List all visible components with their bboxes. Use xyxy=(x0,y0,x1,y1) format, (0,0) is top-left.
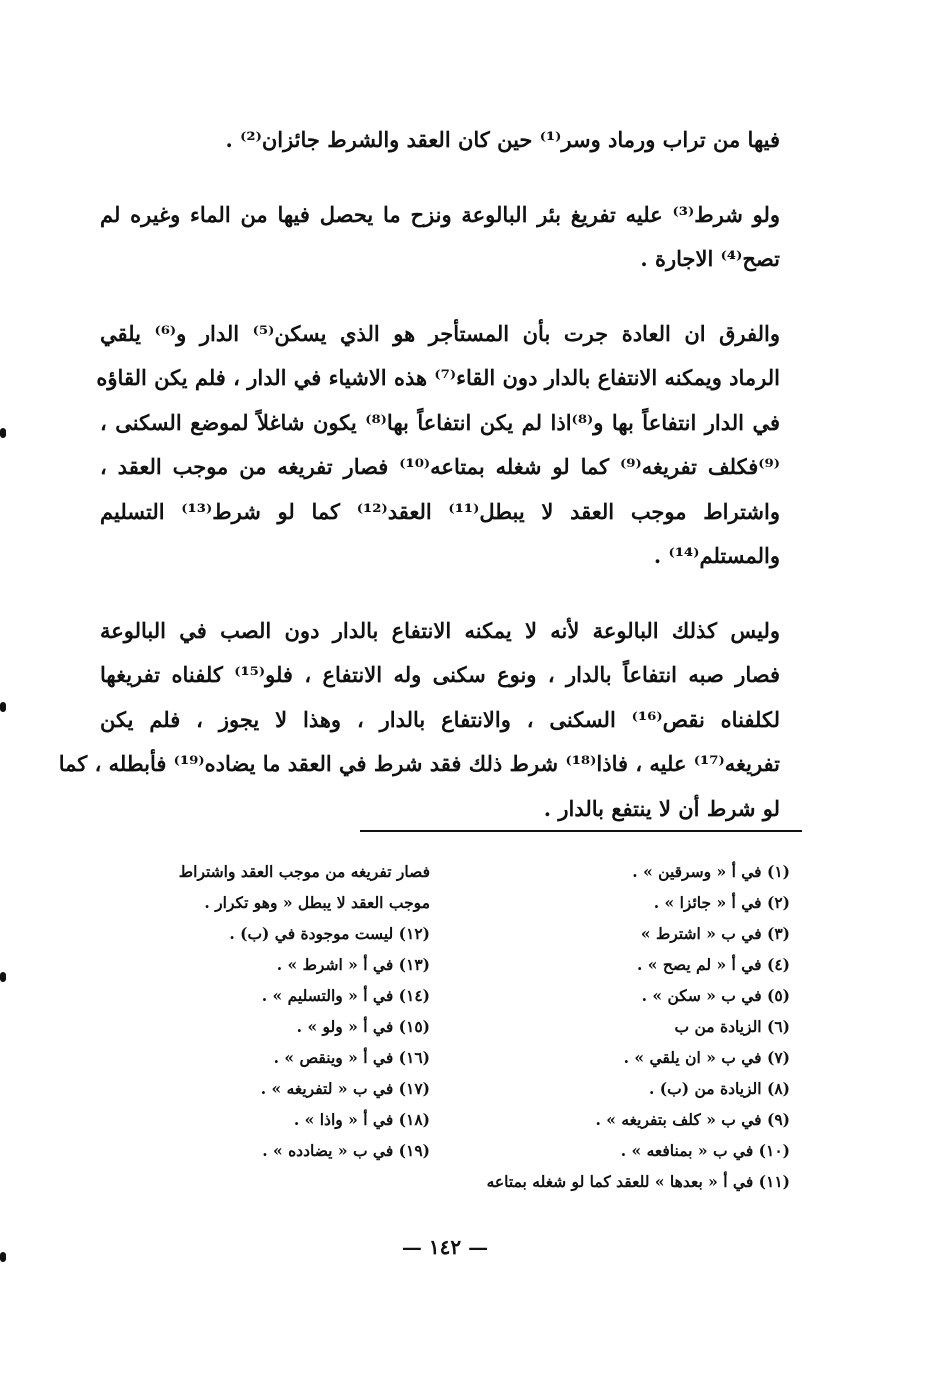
text-line: والفرق ان العادة جرت بأن المستأجر هو الذي يسكن⁽⁵⁾ الدار و⁽⁶⁾ يلقي xyxy=(100,320,781,346)
footnote-divider xyxy=(360,830,802,832)
text-line: فيها من تراب ورماد وسر⁽¹⁾ حين كان العقد والشرط جائزان⁽²⁾ . xyxy=(225,127,780,152)
text-line: ولو شرط⁽³⁾ عليه تفريغ بئر البالوعة ونزح ما يحصل فيها من الماء وغيره لم xyxy=(100,201,780,227)
paragraph-1 xyxy=(100,118,780,163)
footnote: (١٣) في أ « اشرط » . xyxy=(276,955,430,974)
footnote: (٧) في ب « ان يلقي » . xyxy=(623,1048,790,1067)
footnote: (١٨) في أ « واذا » . xyxy=(293,1110,430,1129)
text-line: واشتراط موجب العقد لا يبطل⁽¹¹⁾ العقد⁽¹²⁾ كما لو شرط⁽¹³⁾ التسليم xyxy=(100,498,780,524)
footnote: (١١) في أ « بعدها » للعقد كما لو شغله بمتاعه xyxy=(486,1172,790,1191)
footnote: (١٧) في ب « لتفريغه » . xyxy=(260,1079,430,1098)
text-line: تفريغه⁽¹⁷⁾ عليه ، فاذا⁽¹⁸⁾ شرط ذلك فقد شرط في العقد ما يضاده⁽¹⁹⁾ فأبطله ، كما xyxy=(58,751,780,776)
footnote: (١٢) ليست موجودة في (ب) . xyxy=(229,924,430,943)
text-line: الرماد ويمكنه الانتفاع بالدار دون القاء⁽⁷⁾ هذه الاشياء في الدار ، فلم يكن القاؤه xyxy=(96,365,780,390)
scan-speck xyxy=(0,972,6,982)
main-text xyxy=(58,118,781,861)
footnote: (٥) في ب « سكن » . xyxy=(641,986,790,1005)
footnote: (١٦) في أ « وينقص » . xyxy=(273,1048,430,1067)
text-line: في الدار انتفاعاً بها و⁽⁸⁾اذا لم يكن انتفاعاً بها⁽⁸⁾ يكون شاغلاً لموضع السكنى ، xyxy=(100,409,781,435)
text-line: ⁽⁹⁾فكلف تفريغه⁽⁹⁾ كما لو شغله بمتاعه⁽¹⁰⁾ فصار تفريغه من موجب العقد ، xyxy=(100,454,780,479)
footnote: (١٩) في ب « يضادده » . xyxy=(262,1141,430,1160)
footnote: (١) في أ « وسرقين » . xyxy=(632,862,790,881)
footnote: (٩) في ب « كلف بتفريغه » . xyxy=(595,1110,790,1129)
footnote: (١٠) في ب « بمنافعه » . xyxy=(620,1141,790,1160)
page-number: — ١٤٢ — xyxy=(401,1235,489,1259)
scan-speck xyxy=(0,1252,6,1262)
footnotes-left-column xyxy=(100,856,430,1166)
footnote: (٦) الزيادة من ب xyxy=(674,1017,790,1036)
paragraph-4 xyxy=(58,609,781,832)
text-line: وليس كذلك البالوعة لأنه لا يمكنه الانتفاع بالدار دون الصب في البالوعة xyxy=(100,617,780,643)
scan-speck xyxy=(0,702,6,712)
footnote: (١٥) في أ « ولو » . xyxy=(296,1017,430,1036)
text-line: تصح⁽⁴⁾ الاجارة . xyxy=(640,246,780,271)
footnote-continuation: فصار تفريغه من موجب العقد واشتراط xyxy=(178,862,430,881)
footnote: (٨) الزيادة من (ب) . xyxy=(649,1079,790,1098)
paragraph-2 xyxy=(100,193,780,282)
footnote: (٣) في ب « اشترط » xyxy=(640,924,790,943)
paragraph-3 xyxy=(96,312,781,579)
scan-speck xyxy=(0,428,6,438)
text-line: لو شرط أن لا ينتفع بالدار . xyxy=(543,795,780,821)
footnote-continuation: موجب العقد لا يبطل « وهو تكرار . xyxy=(204,893,430,912)
footnote: (١٤) في أ « والتسليم » . xyxy=(261,986,430,1005)
text-line: لكلفناه نقص⁽¹⁶⁾ السكنى ، والانتفاع بالدار ، وهذا لا يجوز ، فلم يكن xyxy=(100,706,780,732)
footnote: (٤) في أ « لم يصح » . xyxy=(637,955,790,974)
footnotes-right-column xyxy=(450,856,790,1197)
text-line: والمستلم⁽¹⁴⁾ . xyxy=(653,543,780,568)
text-line: فصار صبه انتفاعاً بالدار ، ونوع سكنى وله الانتفاع ، فلو⁽¹⁵⁾ كلفناه تفريغها xyxy=(100,662,781,687)
footnote: (٢) في أ « جائزا » . xyxy=(653,893,790,912)
